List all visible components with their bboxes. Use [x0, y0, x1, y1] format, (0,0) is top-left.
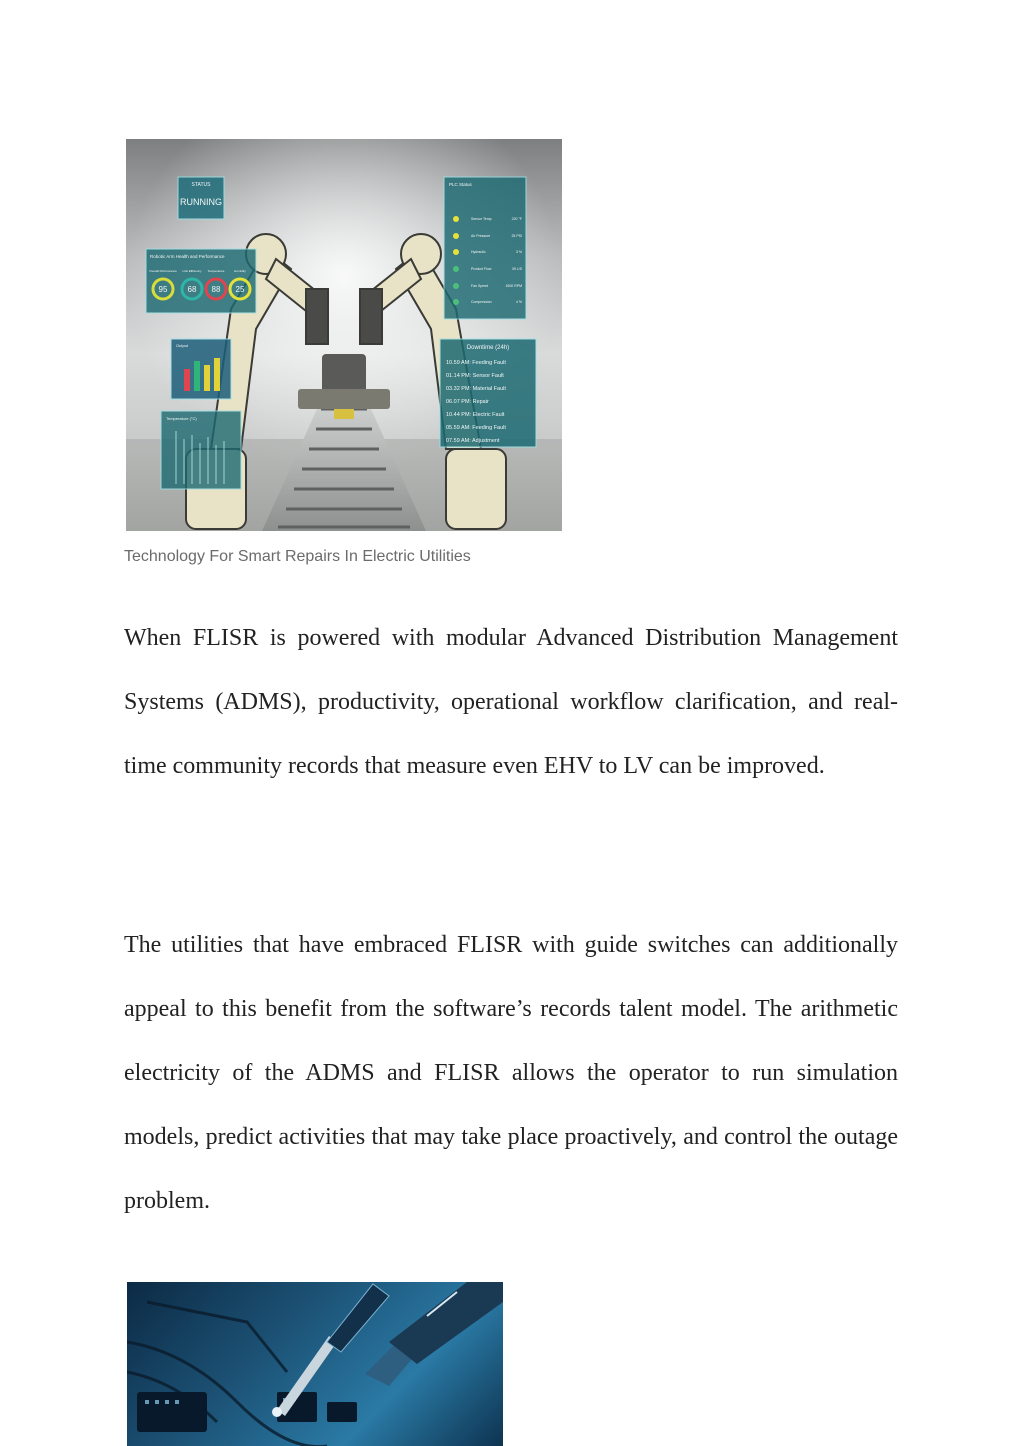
plc-value-6: 4 % — [515, 300, 522, 304]
plc-row-4: Product Flow — [471, 267, 492, 271]
status-label: STATUS — [191, 182, 211, 188]
plc-value-1: 220 °F — [511, 217, 522, 221]
output-title: Output — [176, 343, 189, 348]
downtime-entry-7: 07.59 AM: Adjustment — [446, 438, 500, 444]
temperature-panel — [161, 411, 241, 489]
downtime-entry-1: 10.59 AM: Feeding Fault — [446, 360, 506, 366]
plc-title: PLC Status — [449, 182, 472, 187]
figure-caption: Technology For Smart Repairs In Electric Utilities — [124, 548, 471, 565]
gauge-value-1: 95 — [158, 285, 168, 294]
gauge-label-4: Humidity — [234, 269, 246, 273]
plc-row-3: Hydraulic — [471, 250, 486, 254]
plc-value-4: 39 L/S — [511, 267, 522, 271]
downtime-entry-5: 10.44 PM: Electric Fault — [446, 412, 505, 418]
downtime-panel — [440, 339, 536, 447]
health-panel — [146, 249, 256, 313]
gauge-label-3: Temperature — [207, 269, 225, 273]
downtime-title: Downtime (24h) — [466, 345, 510, 351]
downtime-entry-6: 05.59 AM: Feeding Fault — [446, 425, 506, 431]
downtime-entry-4: 06.07 PM: Repair — [446, 399, 489, 405]
paragraph-2: The utilities that have embraced FLISR with guide switches can additionally appeal to this benefit from the software’s records talent model. The arithmetic electricity of the ADMS and FLISR allows the operator to run simulation models, predict activities that may take place proactively, and control the outage problem. — [124, 932, 898, 1214]
gauge-value-4: 25 — [235, 285, 245, 294]
temperature-title: Temperature (°C) — [166, 416, 197, 421]
health-title: Robotic Arm Health and Performance — [150, 254, 225, 259]
gauge-label-1: Overall Performance — [149, 269, 177, 273]
gauge-value-3: 88 — [211, 285, 221, 294]
paragraph-1: When FLISR is powered with modular Advanced Distribution Management Systems (ADMS), productivity, operational workflow clarification, and real-time community records that measure even EHV to LV can be improved. — [124, 625, 898, 779]
downtime-entry-2: 01.14 PM: Sensor Fault — [446, 373, 504, 379]
plc-row-1: Sensor Temp — [471, 217, 492, 221]
downtime-entry-3: 03.32 PM: Material Fault — [446, 386, 506, 392]
robotic-assembly-image — [126, 139, 562, 531]
gauge-value-2: 68 — [187, 285, 197, 294]
plc-row-5: Fan Speed — [471, 284, 489, 288]
circuit-repair-image — [127, 1282, 503, 1446]
plc-status-panel — [444, 177, 526, 319]
gauge-label-2: Link Efficiency — [182, 269, 202, 273]
plc-value-5: 1500 RPM — [505, 284, 522, 288]
status-value: RUNNING — [180, 197, 222, 207]
plc-row-6: Compression — [471, 300, 492, 304]
status-panel — [178, 177, 224, 219]
plc-value-3: 3 % — [515, 250, 522, 254]
plc-value-2: 25 PSI — [511, 234, 522, 238]
output-panel — [171, 339, 231, 399]
plc-row-2: Air Pressure — [471, 234, 491, 238]
